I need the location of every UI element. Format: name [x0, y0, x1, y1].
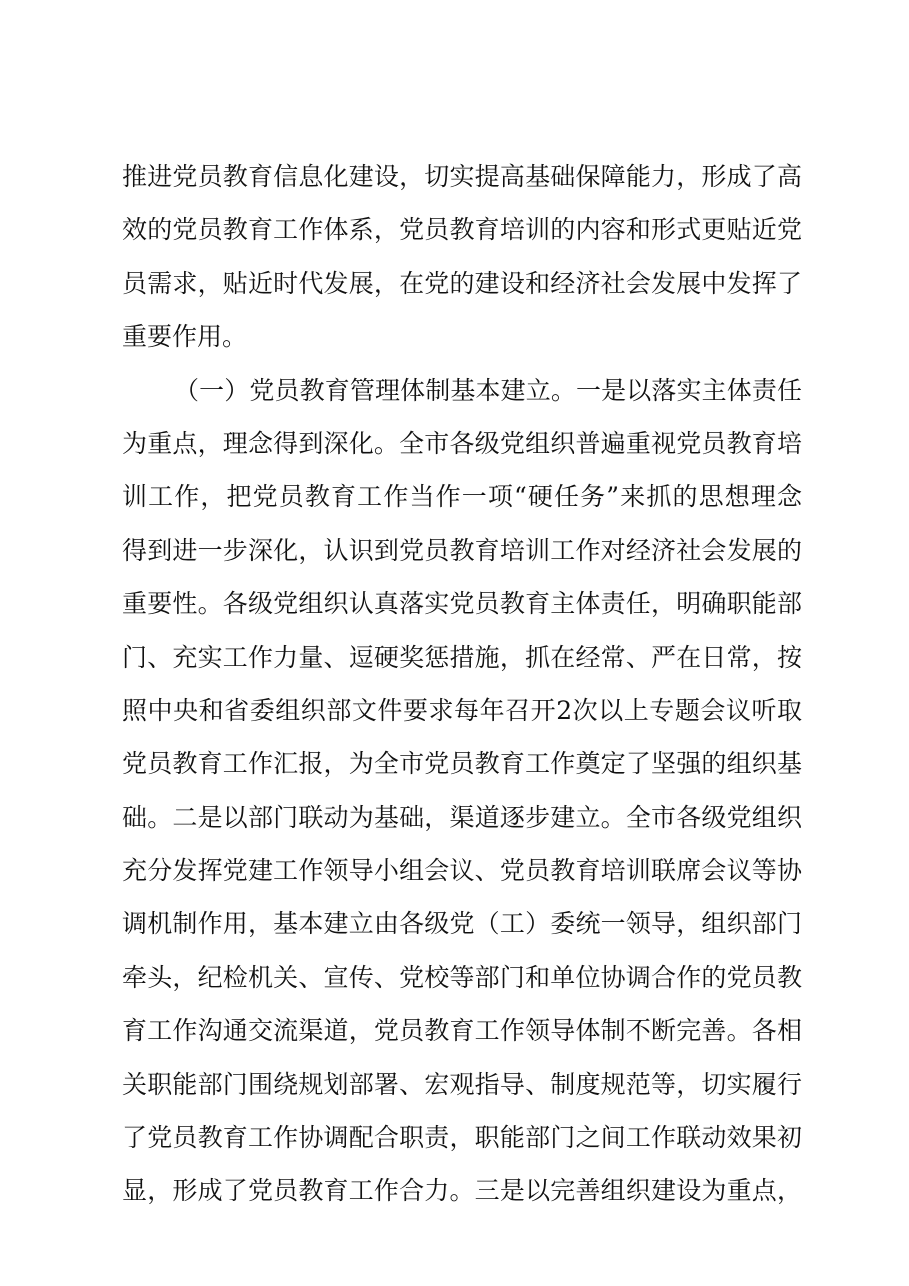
text-line: 充分发挥党建工作领导小组会议、党员教育培训联席会议等协 — [122, 856, 802, 886]
text-line: 础。二是以部门联动为基础，渠道逐步建立。全市各级党组织 — [122, 802, 802, 832]
section-heading-line: （一）党员教育管理体制基本建立。一是以落实主体责任 — [174, 375, 802, 405]
text-line: 员需求，贴近时代发展，在党的建设和经济社会发展中发挥了 — [122, 268, 802, 298]
text-line: 重要性。各级党组织认真落实党员教育主体责任，明确职能部 — [122, 589, 802, 619]
body-text — [122, 150, 802, 1218]
paragraph-1 — [122, 150, 802, 364]
text-line: 关职能部门围绕规划部署、宏观指导、制度规范等，切实履行 — [122, 1069, 802, 1099]
text-line: 效的党员教育工作体系，党员教育培训的内容和形式更贴近党 — [122, 215, 802, 245]
paragraph-2 — [122, 364, 802, 1218]
text-line: 得到进一步深化，认识到党员教育培训工作对经济社会发展的 — [122, 535, 802, 565]
text-line: 党员教育工作汇报，为全市党员教育工作奠定了坚强的组织基 — [122, 749, 802, 779]
text-line: 育工作沟通交流渠道，党员教育工作领导体制不断完善。各相 — [122, 1016, 802, 1046]
text-line: 训工作，把党员教育工作当作一项“硬任务”来抓的思想理念 — [122, 482, 802, 512]
text-line: 推进党员教育信息化建设，切实提高基础保障能力，形成了高 — [122, 162, 802, 191]
text-line: 重要作用。 — [122, 322, 248, 352]
text-line: 照中央和省委组织部文件要求每年召开2次以上专题会议听取 — [122, 695, 802, 725]
text-line: 牵头，纪检机关、宣传、党校等部门和单位协调合作的党员教 — [122, 962, 802, 992]
text-line: 了党员教育工作协调配合职责，职能部门之间工作联动效果初 — [122, 1123, 802, 1153]
text-line: 门、充实工作力量、逗硬奖惩措施，抓在经常、严在日常，按 — [122, 642, 802, 672]
text-line: 显，形成了党员教育工作合力。三是以完善组织建设为重点， — [122, 1176, 802, 1206]
text-line: 为重点，理念得到深化。全市各级党组织普遍重视党员教育培 — [122, 428, 802, 458]
text-line: 调机制作用，基本建立由各级党（工）委统一领导，组织部门 — [122, 909, 802, 939]
